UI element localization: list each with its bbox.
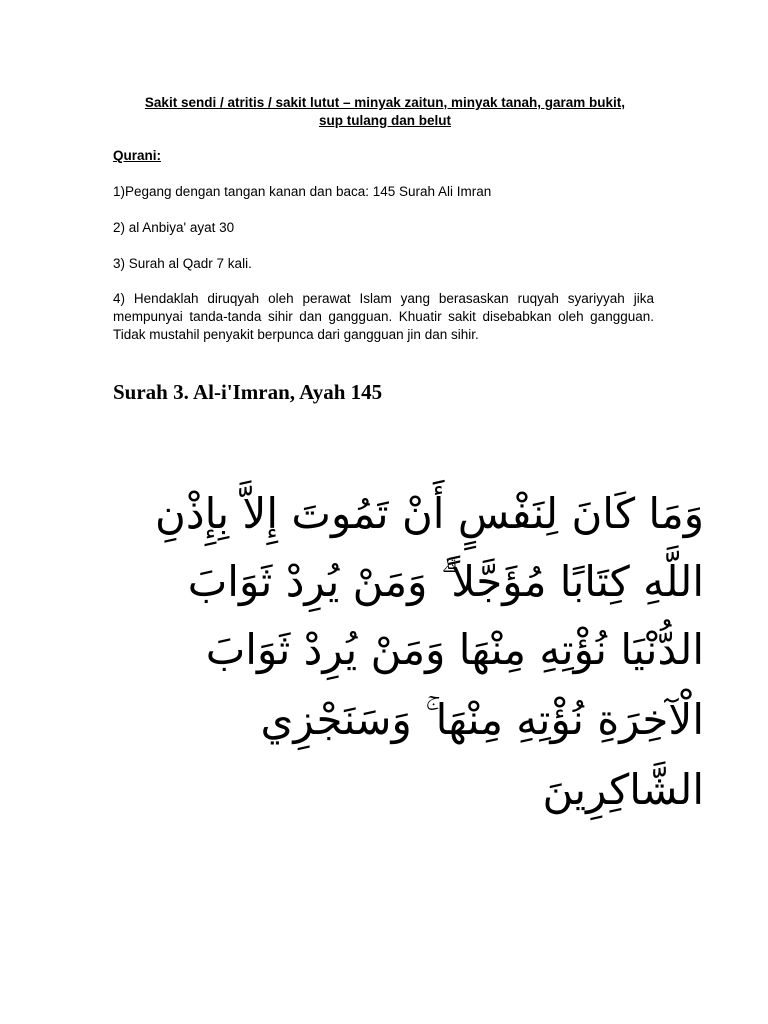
arabic-verse-line: وَمَا كَانَ لِنَفْسٍ أَنْ تَمُوتَ إِلاَّ بِإِذْنِ bbox=[155, 489, 704, 538]
heading-line-1: Sakit sendi / atritis / sakit lutut – minyak zaitun, minyak tanah, garam bukit, bbox=[144, 95, 626, 110]
document-heading bbox=[100, 94, 670, 130]
surah-title: Surah 3. Al-i'Imran, Ayah 145 bbox=[113, 380, 383, 404]
arabic-verse-line: الدُّنْيَا نُؤْتِهِ مِنْهَا وَمَنْ يُرِدْ ثَوَابَ bbox=[205, 625, 704, 674]
qurani-label: Qurani: bbox=[113, 148, 162, 163]
list-item: 2) al Anbiya' ayat 30 bbox=[113, 220, 235, 235]
arabic-verse-line: اللَّهِ كِتَابًا مُؤَجَّلاً ۗ وَمَنْ يُرِدْ ثَوَابَ bbox=[187, 557, 704, 606]
list-item: 1)Pegang dengan tangan kanan dan baca: 145 Surah Ali Imran bbox=[113, 184, 492, 199]
heading-line-2: sup tulang dan belut bbox=[319, 113, 451, 128]
list-item: 3) Surah al Qadr 7 kali. bbox=[113, 256, 252, 271]
arabic-verse-line: الْآخِرَةِ نُؤْتِهِ مِنْهَا ۚ وَسَنَجْزِي bbox=[260, 695, 704, 744]
arabic-verse-line: الشَّاكِرِينَ bbox=[542, 765, 704, 814]
list-item: 4) Hendaklah diruqyah oleh perawat Islam yang berasaskan ruqyah syariyyah jika mempunyai tanda-tanda sihir dan gangguan. Khuatir sakit disebabkan oleh gangguan. Tidak mustahil penyakit berpunca dari gangguan jin dan sihir. bbox=[113, 291, 654, 342]
